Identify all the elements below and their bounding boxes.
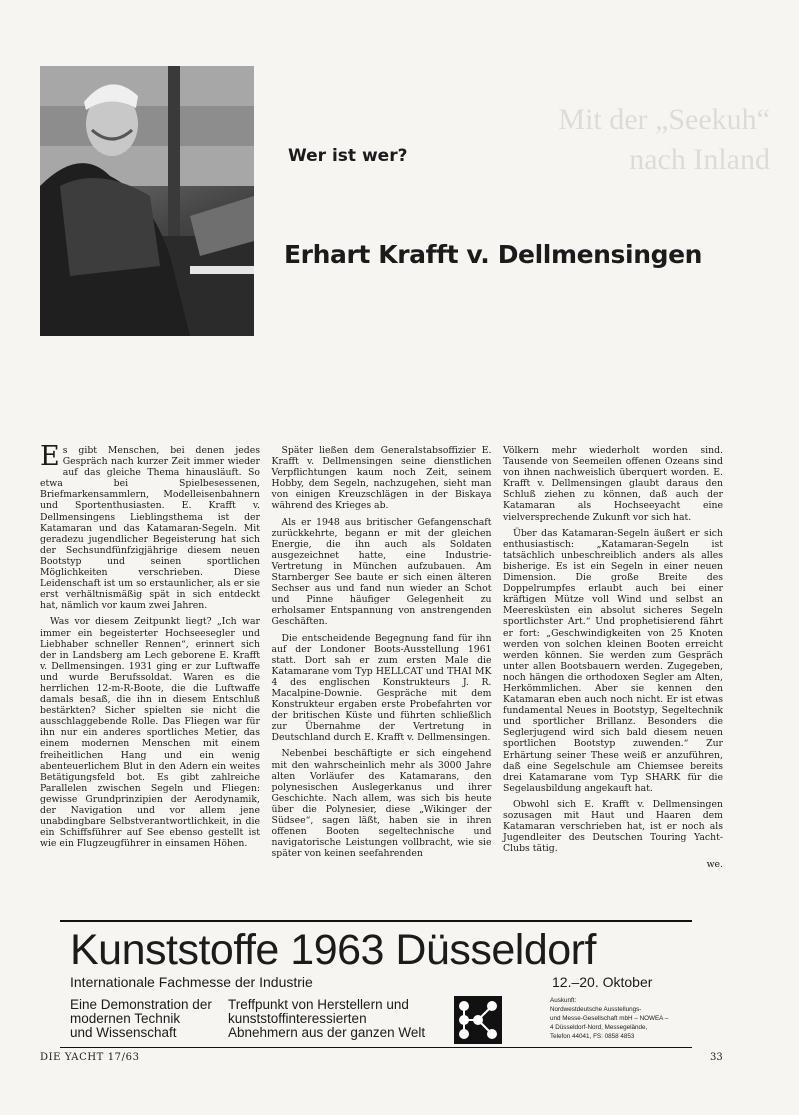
fair-logo-icon	[454, 996, 502, 1044]
ad-line: Treffpunkt von Herstellern und	[228, 997, 409, 1012]
ad-line: und Wissenschaft	[70, 1025, 177, 1040]
article-paragraph: Nebenbei beschäftigte er sich eingehend mit den wahrscheinlich mehr als 3000 Jahre alten Vorläufer des Katamarans, den polynesischen Auslegerkanus und ihrer Geschichte. Nach allem, was sich bis heute über die Polynesier, diese „Wikinger der Südsee“, sagen läßt, haben sie in ihren offenen Booten segeltechnische und navigatorische Leistungen vollbracht, wie sie später von keinen seefahrenden	[271, 748, 492, 860]
author-signature: we.	[706, 859, 723, 871]
article-paragraph: Völkern mehr wiederholt worden sind. Tausende von Seemeilen offenen Ozeans sind von ihnen nachweislich überquert worden. E. Krafft v. Dellmensingen glaubt daraus den Schluß ziehen zu können, daß auch der Katamaran als Hochseeyacht eine vielversprechende Zukunft vor sich hat.	[503, 445, 723, 523]
ad-line: modernen Technik	[70, 1011, 181, 1026]
paragraph-text: s gibt Menschen, bei denen jedes Gespräch nach kurzer Zeit immer wieder auf das gleiche Thema hinausläuft. So etwa bei Spielbesessenen, Briefmarkensammlern, Modelleisenbahnern und Sportenthusiasten. E. Krafft v. Dellmensingens Lieblingsthema ist der Katamaran und das Katamaran-Segeln. Mit geradezu jugendlicher Begeisterung hat sich der Sechsundfünfzigjährige diesem neuen Bootstyp und seinen sportlichen Möglichkeiten verschrieben. Diese Leidenschaft ist um so erstaunlicher, als er sie erst verhältnismäßig spät in sich entdeckt hat, nämlich vor kaum zwei Jahren.	[40, 445, 260, 612]
article-paragraph: Was vor diesem Zeitpunkt liegt? „Ich war immer ein begeisterter Hochseesegler und Liebhaber schneller Rennen“, erinnert sich der in Landsberg am Lech geborene E. Krafft v. Dellmensingen. 1931 ging er zur Luftwaffe und wurde Berufssoldat. Waren es die herrlichen 12-m-R-Boote, die die Luftwaffe damals besaß, die ihn in diesem Entschluß bestärkten? Sicher spielten sie nicht die ausschlaggebende Rolle. Das Fliegen war für ihn nur ein anderes sportliches Metier, das einem modernen Menschen mit einem freiheitlichen Hang und ein wenig abenteuerlichem Blut in den Adern ein weites Betätigungsfeld bot. Es gibt zahlreiche Parallelen zwischen Segeln und Fliegen: gewisse Grundprinzipien der Aerodynamik, der Navigation und vor allem jene unabdingbare Selbstverantwortlichkeit, in die ein Schiffsführer auf See ebenso gestellt ist wie ein Flugzeugführer in einsamen Höhen.	[40, 616, 260, 850]
article-column-2	[272, 445, 492, 910]
article-paragraph: Obwohl sich E. Krafft v. Dellmensingen sozusagen mit Haut und Haaren dem Katamaran verschrieben hat, ist er noch als Jugendleiter des Deutschen Touring Yacht-Clubs tätig.	[503, 798, 723, 855]
article-paragraph: Später ließen dem Generalstabsoffizier E. Krafft v. Dellmensingen seine dienstlichen Verpflichtungen kaum noch Zeit, seinem Hobby, dem Segeln, nachzugehen, sieht man von einigen Kreuzschlägen in der Biskaya während des Krieges ab.	[271, 445, 492, 512]
ad-info-line: 4 Düsseldorf-Nord, Messegelände,	[550, 1024, 648, 1031]
article-paragraph	[40, 445, 260, 611]
ad-line: Eine Demonstration der	[70, 997, 212, 1012]
ad-title: Kunststoffe 1963 Düsseldorf	[70, 926, 596, 974]
ad-info-line: Telefon 44041, FS: 0858 4853	[550, 1033, 635, 1040]
page-number: 33	[710, 1052, 723, 1063]
ad-dates: 12.–20. Oktober	[552, 974, 653, 990]
ad-line: Abnehmern aus der ganzen Welt	[228, 1025, 426, 1040]
ad-info-line: und Messe-Gesellschaft mbH – NOWEA –	[550, 1015, 669, 1022]
article-paragraph: Als er 1948 aus britischer Gefangenschaft zurückkehrte, begann er mit der gleichen Energie, die ihn auch als Soldaten ausgezeichnet hatte, eine Industrie-Vertretung in München aufzubauen. Am Starnberger See baute er sich einen älteren Sechser aus und fand nun wieder an Schot und Pinne häufiger Gelegenheit zu erholsamer Entspannung von anstrengenden Geschäften.	[271, 516, 492, 628]
article-body	[40, 445, 723, 910]
advertisement-box	[60, 920, 692, 1048]
article-column-3	[503, 445, 723, 910]
portrait-illustration	[40, 66, 254, 336]
ad-tagline-middle	[228, 998, 468, 1040]
article-column-1	[40, 445, 260, 910]
bleed-line: nach Inland	[629, 143, 770, 176]
bleed-through-text	[440, 100, 770, 340]
portrait-photo	[40, 66, 254, 336]
kicker-title: Wer ist wer?	[288, 146, 408, 166]
ad-subtitle: Internationale Fachmesse der Industrie	[70, 974, 313, 990]
article-headline: Erhart Krafft v. Dellmensingen	[284, 240, 703, 269]
ad-contact-info	[550, 996, 690, 1041]
ad-tagline-left	[70, 998, 250, 1040]
ad-info-heading: Auskunft:	[550, 997, 577, 1004]
ad-info-line: Nordwestdeutsche Ausstellungs-	[550, 1006, 642, 1013]
ad-line: kunststoffinteressierten	[228, 1011, 367, 1026]
bleed-line: Mit der „Seekuh“	[558, 103, 770, 136]
article-paragraph: Über das Katamaran-Segeln äußert er sich enthusiastisch: „Katamaran-Segeln ist tatsächlich unbeschreiblich anders als alles bisherige. Es ist ein Segeln in einer neuen Dimension. Die große Breite des Doppelrumpfes erlaubt auch bei einer kräftigen Mütze voll Wind und selbst an Meeresküsten ein absolut sicheres Segeln sportlichster Art.“ Und prophetisierend fährt er fort: „Geschwindigkeiten von 25 Knoten werden von solchen kleinen Booten erreicht werden können. Sie werden zum Gespräch unter allen Bootsbauern werden. Zugegeben, noch hängen die orthodoxen Segler am Alten, Herkömmlichen. Aber sie kennen den Katamaran eben auch noch nicht. Er ist etwas fundamental Neues in Bootstyp, Segeltechnik und sportlicher Brillanz. Besonders die Seglerjugend wird sich bald diesem neuen sportlichen Bootstyp zuwenden.“ Zur Erhärtung seiner These weiß er anzuführen, daß eine Segelschule am Chiemsee bereits drei Katamarane vom Typ SHARK für die Segelausbildung angekauft hat.	[503, 527, 723, 794]
article-paragraph: Die entscheidende Begegnung fand für ihn auf der Londoner Boots-Ausstellung 1961 statt. Dort sah er zum ersten Male die Katamarane vom Typ HELLCAT und THAI MK 4 des englischen Konstrukteurs J. R. Macalpine-Downie. Gespräche mit dem Konstrukteur ergaben erste Probefahrten vor der britischen Küste und führten schließlich zur Übernahme der Vertretung in Deutschland durch E. Krafft v. Dellmensingen.	[271, 632, 492, 744]
magazine-footer: DIE YACHT 17/63	[40, 1052, 140, 1063]
drop-cap: E	[40, 445, 60, 472]
